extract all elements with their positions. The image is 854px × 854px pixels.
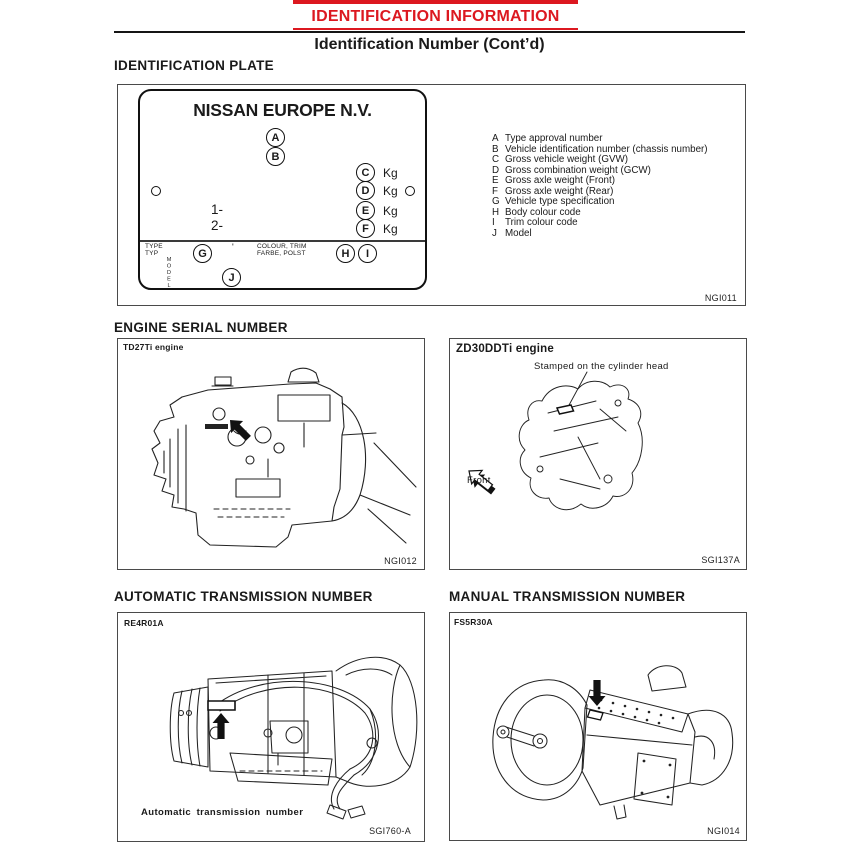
plate-legend	[492, 134, 708, 239]
callout-h: H	[336, 244, 355, 263]
callout-f: F	[356, 219, 375, 238]
td27ti-engine-figure	[117, 338, 425, 570]
engine-model-label: ZD30DDTi engine	[456, 343, 554, 355]
callout-i: I	[358, 244, 377, 263]
serial-plate-mark	[205, 424, 228, 429]
legend-text: Trim colour code	[505, 217, 578, 228]
callout-g: G	[193, 244, 212, 263]
plate-hole-left	[151, 186, 161, 196]
legend-key: C	[492, 154, 500, 165]
legend-text: Gross axle weight (Front)	[505, 175, 615, 186]
kg-unit-f: Kg	[383, 222, 398, 236]
legend-text: Vehicle identification number (chassis number)	[505, 143, 708, 155]
tick-mark: '	[232, 242, 234, 252]
plate-hole-right	[405, 186, 415, 196]
model-vertical-label: MODEL	[166, 257, 172, 290]
legend-text: Model	[505, 227, 532, 239]
engine-model-label: TD27Ti engine	[123, 342, 184, 352]
serial-location-arrow-icon	[213, 713, 230, 739]
figure-code: NGI011	[704, 293, 737, 303]
transmission-model-label: RE4R01A	[124, 618, 164, 628]
legend-key: A	[492, 133, 499, 144]
stamped-note: Stamped on the cylinder head	[534, 361, 669, 372]
identification-plate-figure	[117, 84, 746, 306]
front-label: Front	[467, 475, 491, 486]
header-red-bar	[293, 0, 578, 4]
legend-text: Gross vehicle weight (GVW)	[505, 154, 629, 165]
heading-manual-transmission: MANUAL TRANSMISSION NUMBER	[449, 589, 686, 604]
legend-key: D	[492, 164, 500, 176]
callout-d: D	[356, 181, 375, 200]
figure-caption: Automatic transmission number	[141, 807, 304, 818]
callout-c: C	[356, 163, 375, 182]
legend-key: J	[492, 227, 497, 239]
kg-unit-e: Kg	[383, 204, 398, 218]
legend-item	[492, 229, 708, 240]
zd30ddti-engine-figure	[449, 338, 747, 570]
heading-engine-serial-number: ENGINE SERIAL NUMBER	[114, 320, 288, 335]
section-title-underline	[293, 28, 578, 30]
serial-plate-mark	[208, 701, 235, 710]
callout-j: J	[222, 268, 241, 287]
legend-key: E	[492, 175, 499, 186]
axle-row-2: 2-	[211, 218, 224, 233]
page-subtitle: Identification Number (Cont’d)	[314, 36, 545, 53]
heading-automatic-transmission: AUTOMATIC TRANSMISSION NUMBER	[114, 589, 373, 604]
legend-key: F	[492, 185, 498, 197]
manual-transmission-figure	[449, 612, 747, 841]
callout-e: E	[356, 201, 375, 220]
legend-text: Gross axle weight (Rear)	[505, 185, 614, 197]
axle-row-1: 1-	[211, 202, 224, 217]
automatic-transmission-figure	[117, 612, 425, 842]
type-label: TYPE TYP	[145, 243, 163, 258]
kg-unit-d: Kg	[383, 184, 398, 198]
callout-b: B	[266, 147, 285, 166]
plate-maker-title: NISSAN EUROPE N.V.	[193, 100, 372, 120]
td27ti-engine-illustration	[118, 339, 424, 569]
callout-a: A	[266, 128, 285, 147]
manual-transmission-illustration	[450, 613, 746, 840]
legend-text: Gross combination weight (GCW)	[505, 164, 651, 176]
legend-text: Vehicle type specification	[505, 196, 615, 207]
header-divider	[114, 31, 745, 33]
figure-code: NGI012	[384, 556, 417, 566]
figure-code: SGI137A	[701, 555, 740, 565]
section-title: IDENTIFICATION INFORMATION	[311, 8, 560, 25]
figure-code: NGI014	[707, 826, 740, 836]
legend-text: Body colour code	[505, 206, 581, 218]
legend-key: H	[492, 206, 500, 218]
figure-code: SGI760-A	[369, 826, 411, 836]
zd30ddti-engine-illustration	[450, 339, 746, 568]
transmission-model-label: FS5R30A	[454, 617, 493, 627]
legend-key: B	[492, 143, 499, 155]
legend-key: G	[492, 196, 500, 207]
legend-text: Type approval number	[505, 133, 603, 144]
colour-trim-label: COLOUR, TRIM FARBE, POLST	[257, 243, 307, 258]
kg-unit-c: Kg	[383, 166, 398, 180]
stamp-location-mark	[557, 405, 574, 414]
legend-key: I	[492, 217, 495, 228]
identification-plate-drawing	[138, 89, 427, 290]
plate-divider	[140, 240, 425, 242]
heading-identification-plate: IDENTIFICATION PLATE	[114, 58, 274, 73]
